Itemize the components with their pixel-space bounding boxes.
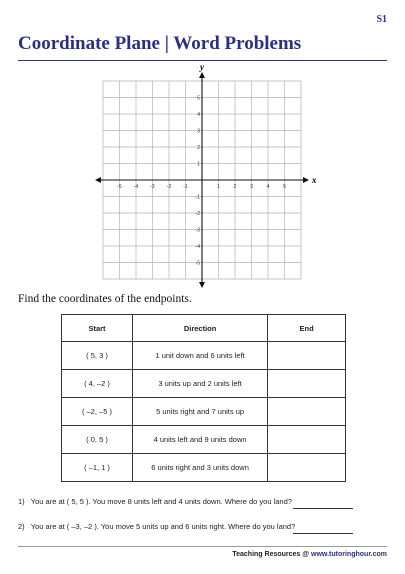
- y-tick-label: 2: [197, 145, 200, 151]
- x-axis-arrow-left: [95, 177, 101, 183]
- header-start: Start: [62, 315, 133, 342]
- direction-cell: 5 units right and 7 units up: [133, 398, 268, 426]
- x-tick-label: -3: [150, 184, 155, 190]
- end-answer-cell[interactable]: [268, 342, 346, 370]
- y-tick-label: -3: [195, 227, 200, 234]
- x-tick-label: 1: [217, 184, 220, 190]
- axes: [95, 72, 309, 288]
- y-tick-label: 3: [197, 128, 200, 135]
- footer-divider: [18, 546, 387, 547]
- table-row: [62, 398, 346, 426]
- y-tick-label: -2: [195, 211, 200, 217]
- end-answer-cell[interactable]: [268, 370, 346, 398]
- y-axis-arrow-up: [199, 72, 205, 78]
- x-tick-label: 3: [250, 184, 253, 190]
- table-row: [62, 426, 346, 454]
- x-axis-arrow-right: [303, 177, 309, 183]
- answer-line-1[interactable]: [293, 508, 353, 509]
- header-end: End: [268, 315, 346, 342]
- question-1: [18, 497, 292, 506]
- x-tick-label: -1: [183, 184, 188, 190]
- question-text: You are at ( –3, –2 ). You move 5 units up and 6 units right. Where do you land?: [30, 522, 296, 531]
- y-tick-label: 4: [197, 112, 200, 118]
- x-tick-label: 2: [233, 184, 237, 190]
- direction-cell: 6 units right and 3 units down: [133, 454, 268, 482]
- x-axis-label: x: [312, 175, 317, 185]
- start-cell: ( 4, –2 ): [62, 370, 133, 398]
- x-tick-label: 5: [283, 184, 286, 190]
- y-tick-label: -1: [195, 194, 200, 201]
- footer-url[interactable]: www.tutoringhour.com: [311, 551, 387, 558]
- x-tick-label: -5: [117, 184, 122, 190]
- question-2: [18, 522, 295, 531]
- start-cell: ( 5, 3 ): [62, 342, 133, 370]
- question-number: 2): [18, 522, 25, 531]
- y-tick-label: 1: [197, 161, 200, 168]
- direction-cell: 4 units left and 9 units down: [133, 426, 268, 454]
- title-divider: [18, 60, 387, 61]
- x-tick-label: -4: [133, 184, 139, 190]
- end-answer-cell[interactable]: [268, 426, 346, 454]
- direction-cell: 3 units up and 2 units left: [133, 370, 268, 398]
- header-direction: Direction: [133, 315, 268, 342]
- y-axis-label: y: [200, 62, 204, 72]
- end-answer-cell[interactable]: [268, 454, 346, 482]
- answer-line-2[interactable]: [293, 533, 353, 534]
- table-row: [62, 370, 346, 398]
- coordinate-plane: [100, 62, 317, 290]
- start-cell: ( –1, 1 ): [62, 454, 133, 482]
- table-header-row: [62, 315, 346, 342]
- table-row: [62, 342, 346, 370]
- y-axis-arrow-down: [199, 282, 205, 288]
- y-tick-labels: [196, 96, 201, 267]
- footer: [232, 551, 387, 558]
- start-cell: ( 0, 5 ): [62, 426, 133, 454]
- instruction-text: Find the coordinates of the endpoints.: [18, 293, 192, 305]
- question-number: 1): [18, 497, 25, 506]
- question-text: You are at ( 5, 5 ). You move 8 units left and 4 units down. Where do you land?: [30, 497, 292, 506]
- x-tick-label: 4: [266, 184, 270, 190]
- table-row: [62, 454, 346, 482]
- end-answer-cell[interactable]: [268, 398, 346, 426]
- direction-cell: 1 unit down and 6 units left: [133, 342, 268, 370]
- sheet-code: S1: [376, 14, 387, 25]
- page-title: Coordinate Plane | Word Problems: [18, 33, 302, 54]
- y-tick-label: -5: [195, 260, 200, 267]
- x-tick-label: -2: [166, 184, 172, 190]
- y-tick-label: -4: [195, 244, 200, 250]
- problem-table: [61, 314, 346, 482]
- start-cell: ( –2, –5 ): [62, 398, 133, 426]
- y-tick-label: 5: [197, 95, 200, 102]
- footer-label: Teaching Resources @: [232, 551, 312, 558]
